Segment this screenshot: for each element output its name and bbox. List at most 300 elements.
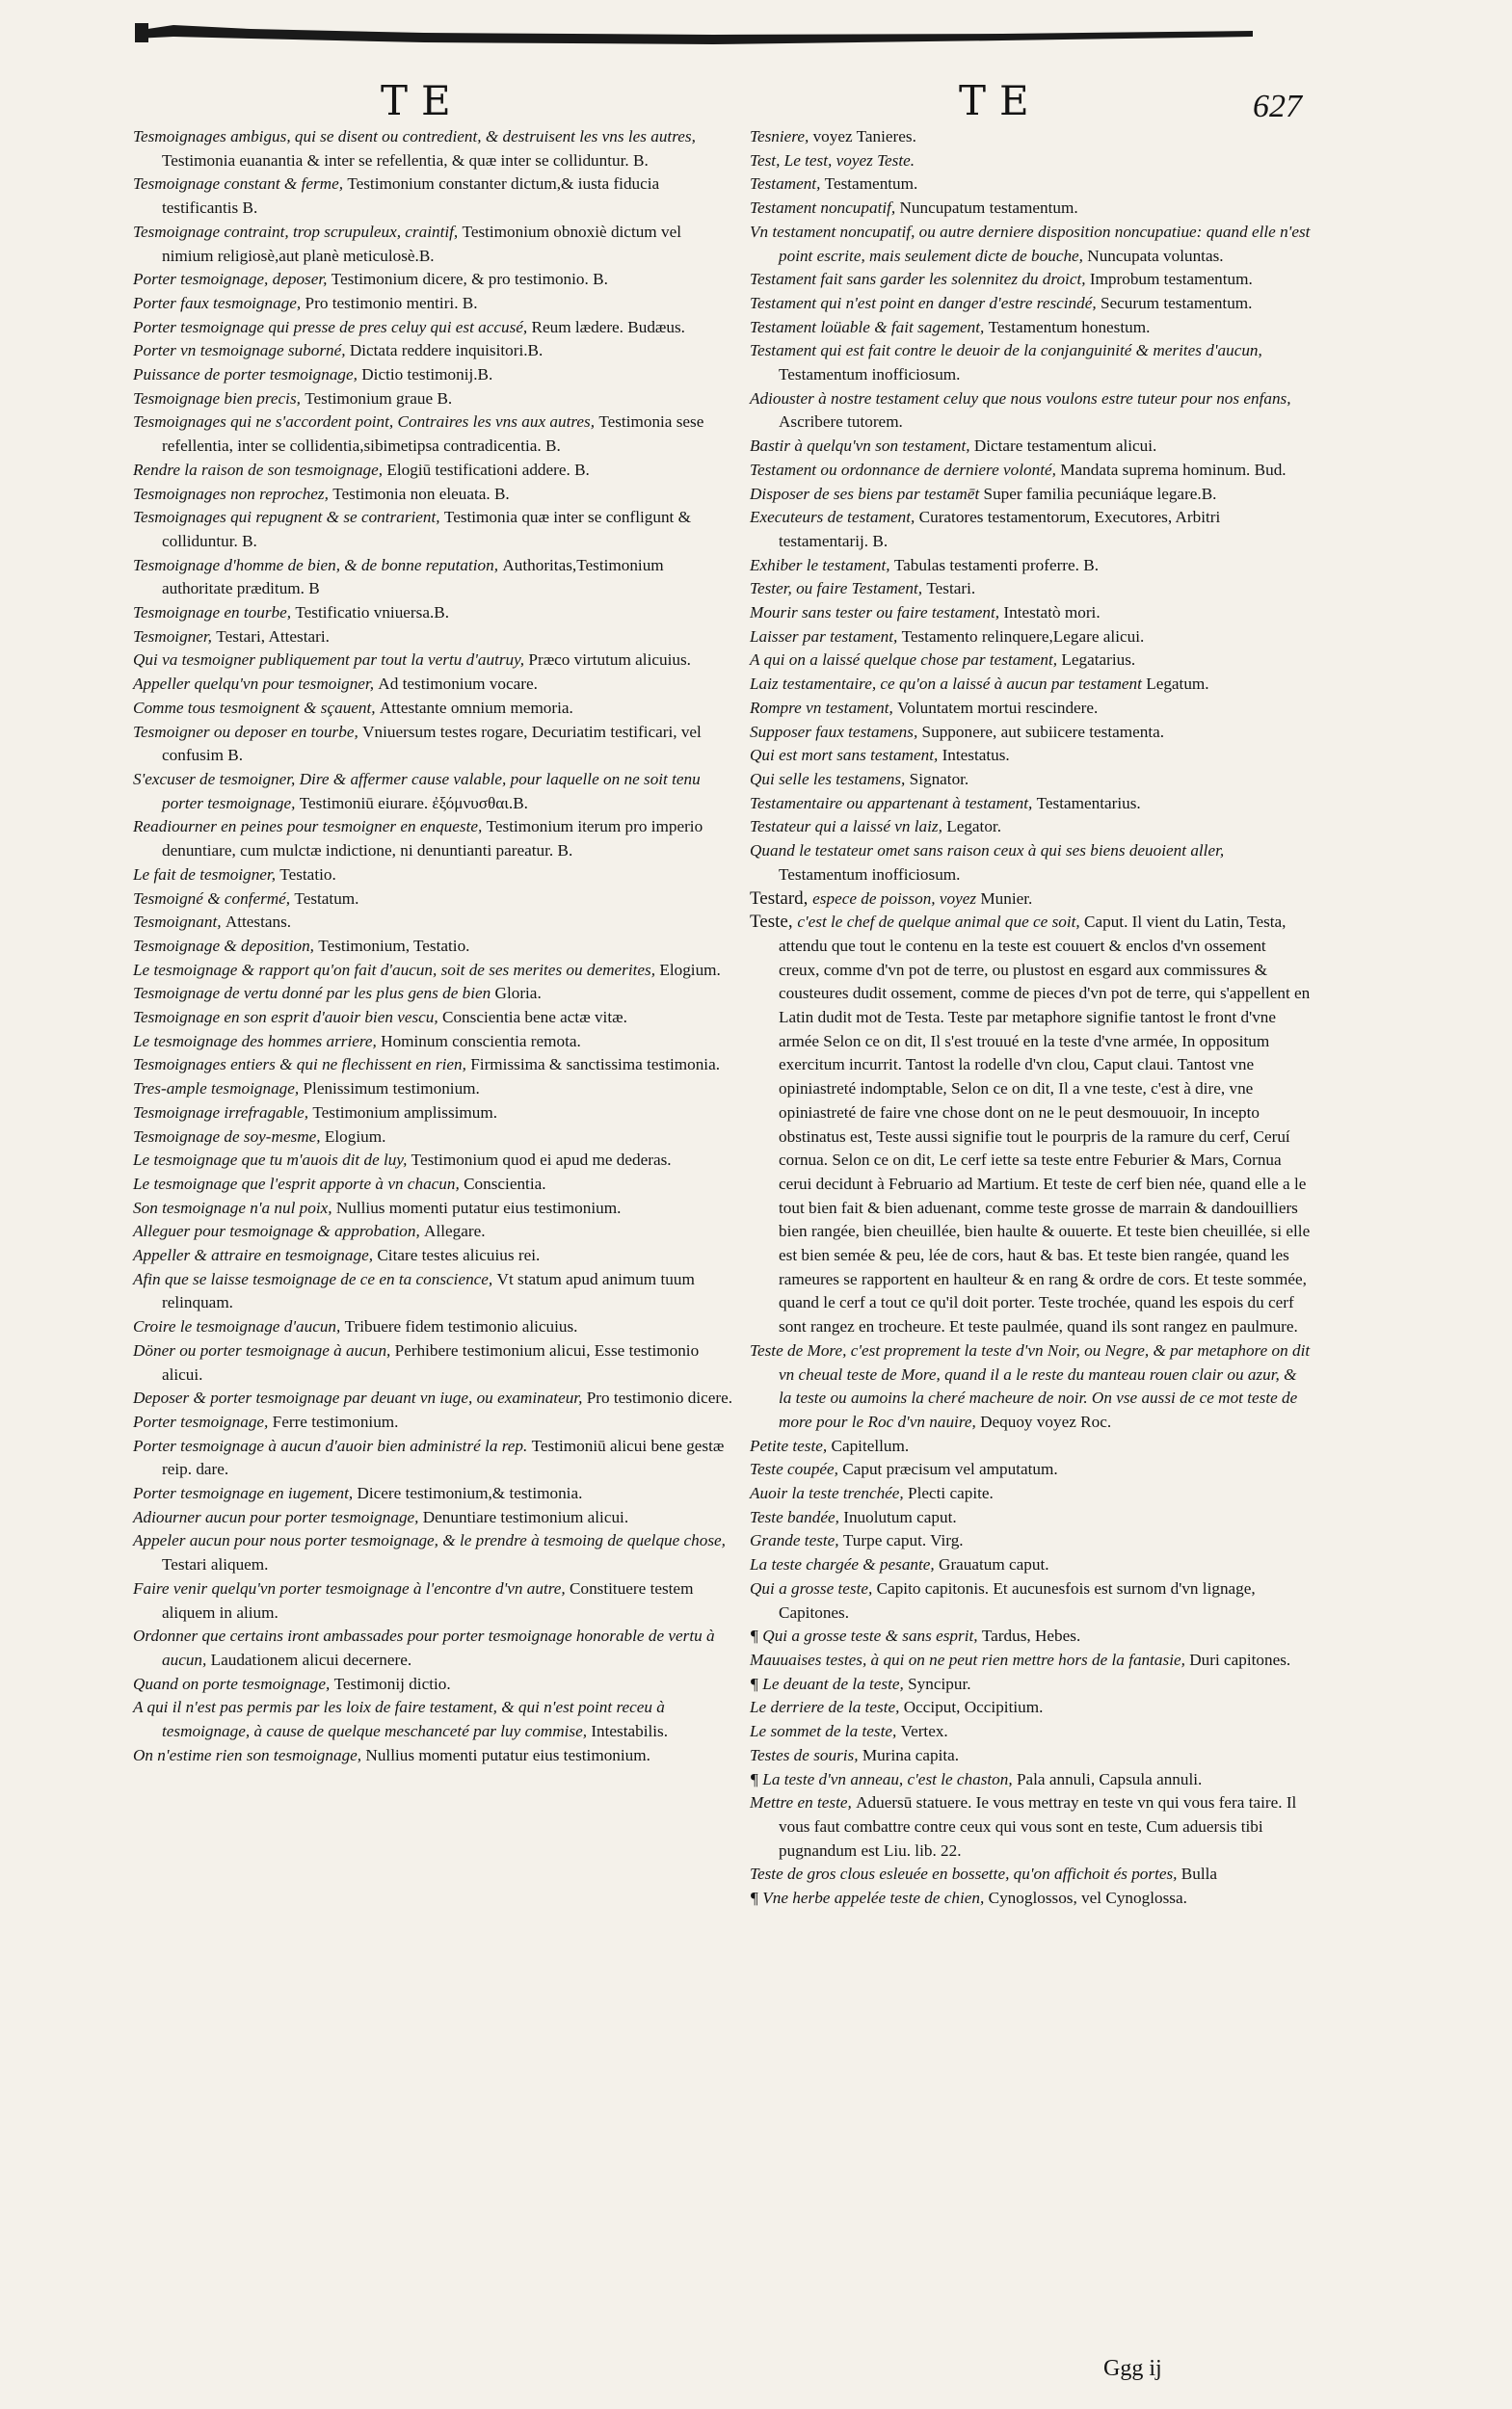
entry-french: Qui est mort sans testament,: [750, 746, 942, 765]
entry-latin: Occiput, Occipitium.: [903, 1698, 1044, 1717]
entry-latin: Testificatio vniuersa.B.: [295, 603, 450, 622]
entry-latin: Testimonium graue B.: [305, 388, 453, 408]
entry-french: Appeler aucun pour nous porter tesmoignage, & le prendre à tesmoing de quelque chose,: [133, 1531, 726, 1550]
entry-french: Teste de More, c'est proprement la teste d'vn Noir, ou Negre, & par metaphore on dit vn cheual teste de More, quand il a le reste du manteau rouen clair ou azur, & la teste ou aumoins la cheré macheure de noir. On vse aussi de ce mot teste de more pour le Roc d'vn nauire,: [750, 1340, 1311, 1431]
dictionary-entry: [750, 197, 1311, 221]
entry-french: Teste bandée,: [750, 1507, 844, 1526]
dictionary-entry: [133, 959, 732, 983]
entry-french: Le tesmoignage & rapport qu'on fait d'aucun, soit de ses merites ou demerites,: [133, 960, 660, 979]
entry-latin: Testamentarius.: [1036, 793, 1141, 812]
entry-french: Tesmoignage irrefragable,: [133, 1102, 313, 1122]
dictionary-entry: [750, 649, 1311, 673]
entry-french: Executeurs de testament,: [750, 508, 919, 527]
dictionary-entry: [133, 1529, 732, 1576]
entry-latin: Testimoniū eiurare. ἐξόμνυσθαι.B.: [299, 793, 528, 812]
entry-french: Deposer & porter tesmoignage par deuant vn iuge, ou examinateur,: [133, 1389, 587, 1408]
entry-latin: Authoritas,Testimonium authoritate præditum. B: [162, 555, 664, 598]
entry-french: Son tesmoignage n'a nul poix,: [133, 1198, 336, 1217]
entry-latin: Turpe caput. Virg.: [842, 1531, 964, 1550]
dictionary-entry: [133, 1125, 732, 1150]
entry-french: On n'estime rien son tesmoignage,: [133, 1745, 366, 1764]
entry-latin: Testari.: [926, 579, 976, 598]
entry-latin: Testimonium iterum pro imperio denuntiare, cum mulctæ indictione, ni denuntianti pareatur. B.: [162, 817, 703, 860]
dictionary-entry: [750, 1577, 1311, 1625]
entry-latin: Intestatus.: [942, 746, 1010, 765]
entry-latin: Attestans.: [225, 913, 292, 932]
entry-french: Tesmoignages ambigus, qui se disent ou contredient, & destruisent les vns les autres,: [133, 127, 696, 146]
entry-french: Comme tous tesmoignent & sçauent,: [133, 698, 380, 717]
entry-latin: Gloria.: [494, 984, 542, 1003]
dictionary-entry: [133, 292, 732, 316]
entry-french: Porter tesmoignage,: [133, 1412, 273, 1431]
entry-french: Tesmoignage d'homme de bien, & de bonne reputation,: [133, 555, 503, 574]
entry-french: Tesmoignage & deposition,: [133, 936, 319, 955]
dictionary-entry: [750, 1435, 1311, 1459]
entry-latin: Munier.: [980, 888, 1033, 908]
entry-latin: Capito capitonis. Et aucunesfois est surnom d'vn lignage, Capitones.: [779, 1578, 1256, 1622]
entry-latin: Hominum conscientia remota.: [381, 1031, 581, 1050]
entry-latin: Elogium.: [324, 1126, 386, 1146]
dictionary-entry: [750, 149, 1311, 173]
entry-latin: Super familia pecuniáque legare.B.: [983, 484, 1217, 503]
entry-latin: Testamentum inofficiosum.: [779, 365, 961, 384]
dictionary-entry: [133, 172, 732, 220]
dictionary-entry: [750, 887, 1311, 912]
dictionary-entry: [750, 387, 1311, 435]
entry-latin: Legatarius.: [1061, 650, 1136, 670]
entry-french: Porter tesmoignage qui presse de pres celuy qui est accusé,: [133, 317, 532, 336]
dictionary-entry: [133, 1220, 732, 1244]
entry-french: Porter tesmoignage, deposer,: [133, 270, 332, 289]
entry-french: Tesmoignage en tourbe,: [133, 603, 296, 622]
entry-french: Mauuaises testes, à qui on ne peut rien mettre hors de la fantasie,: [750, 1651, 1190, 1669]
dictionary-entry: [750, 1673, 1311, 1697]
entry-latin: Improbum testamentum.: [1089, 270, 1253, 289]
entry-french: Qui a grosse teste,: [750, 1578, 877, 1598]
dictionary-entry: [750, 1529, 1311, 1553]
dictionary-entry: [133, 221, 732, 268]
entry-latin: Murina capita.: [862, 1745, 960, 1764]
entry-headword: Testard,: [750, 887, 813, 909]
entry-french: Testament fait sans garder les solennitez du droict,: [750, 270, 1090, 289]
entry-french: Tesmoignages qui repugnent & se contrarient,: [133, 508, 444, 527]
dictionary-entry: [750, 1339, 1311, 1435]
entry-latin: Dictata reddere inquisitori.B.: [349, 341, 544, 360]
dictionary-entry: [133, 1077, 732, 1101]
entry-french: Disposer de ses biens par testamēt: [750, 484, 984, 503]
entry-french: Tres-ample tesmoignage,: [133, 1079, 304, 1099]
entry-french: Porter vn tesmoignage suborné,: [133, 341, 350, 360]
entry-latin: Ad testimonium vocare.: [378, 675, 538, 694]
entry-french: Qui va tesmoigner publiquement par tout la vertu d'autruy,: [133, 650, 529, 670]
dictionary-entry: [133, 1387, 732, 1411]
entry-french: Bastir à quelqu'vn son testament,: [750, 437, 974, 456]
entry-french: ¶ Qui a grosse teste & sans esprit,: [750, 1627, 982, 1646]
entry-french: La teste chargée & pesante,: [750, 1555, 940, 1575]
dictionary-entry: [133, 1006, 732, 1030]
dictionary-entry: [750, 792, 1311, 816]
dictionary-entry: [750, 506, 1311, 553]
dictionary-entry: [133, 1197, 732, 1221]
dictionary-entry: [133, 387, 732, 411]
entry-latin: Supponere, aut subiicere testamenta.: [921, 722, 1165, 741]
entry-french: Quand le testateur omet sans raison ceux à qui ses biens deuoient aller,: [750, 841, 1225, 860]
entry-latin: Vt statum apud animum tuum relinquam.: [162, 1269, 695, 1312]
entry-latin: Intestatò mori.: [1003, 603, 1101, 622]
entry-latin: Firmissima & sanctissima testimonia.: [470, 1055, 721, 1074]
entry-latin: Testamentum.: [824, 174, 918, 194]
entry-french: A qui il n'est pas permis par les loix de faire testament, & qui n'est point receu à tesmoignage, à cause de quelque meschanceté par luy commise,: [133, 1698, 665, 1741]
dictionary-entry: [750, 339, 1311, 386]
entry-french: Tesmoignages entiers & qui ne flechissent en rien,: [133, 1055, 471, 1074]
entry-latin: Attestante omnium memoria.: [379, 698, 573, 717]
dictionary-entry: [133, 1411, 732, 1435]
entry-french: Tesmoigner ou deposer en tourbe,: [133, 722, 363, 741]
entry-french: Tesmoignage contraint, trop scrupuleux, craintif,: [133, 222, 463, 241]
entry-french: Tesmoignage de soy-mesme,: [133, 1126, 325, 1146]
entry-latin: Tabulas testamenti proferre. B.: [893, 555, 1100, 574]
entry-french: c'est le chef de quelque animal que ce soit,: [797, 913, 1085, 932]
entry-latin: Pro testimonio mentiri. B.: [305, 293, 478, 312]
entry-latin: Constituere testem aliquem in alium.: [162, 1578, 694, 1622]
entry-french: Tesniere,: [750, 127, 813, 146]
entry-french: Vn testament noncupatif, ou autre derniere disposition noncupatiue: quand elle n'est point escrite, mais seulement dicte de bouche,: [750, 222, 1311, 265]
entry-french: Le sommet de la teste,: [750, 1722, 901, 1741]
dictionary-entry: [750, 577, 1311, 601]
entry-latin: Mandata suprema hominum. Bud.: [1060, 460, 1287, 479]
dictionary-entry: [750, 1696, 1311, 1720]
dictionary-entry: [750, 483, 1311, 507]
dictionary-entry: [750, 721, 1311, 745]
entry-latin: Dictare testamentum alicui.: [973, 437, 1157, 456]
entry-french: Tesmoigné & confermé,: [133, 888, 295, 908]
dictionary-entry: [750, 1791, 1311, 1863]
dictionary-entry: [133, 887, 732, 912]
dictionary-entry: [133, 1673, 732, 1697]
entry-latin: Legator.: [946, 817, 1001, 836]
entry-french: A qui on a laissé quelque chose par testament,: [750, 650, 1062, 670]
entry-french: Laiz testamentaire, ce qu'on a laissé à aucun par testament: [750, 675, 1147, 694]
dictionary-entry: [133, 1173, 732, 1197]
dictionary-entry: [750, 292, 1311, 316]
entry-french: Mettre en teste,: [750, 1793, 857, 1813]
dictionary-entry: [750, 1553, 1311, 1577]
entry-latin: Testimonium quod ei apud me dederas.: [411, 1151, 672, 1170]
entry-french: Tesmoignages qui ne s'accordent point, Contraires les vns aux autres,: [133, 412, 599, 432]
dictionary-entry: [133, 935, 732, 959]
entry-french: Le fait de tesmoigner,: [133, 864, 280, 884]
dictionary-entry: [133, 815, 732, 862]
entry-latin: Testimonium, Testatio.: [318, 936, 470, 955]
entry-french: Alleguer pour tesmoignage & approbation,: [133, 1222, 425, 1241]
entry-latin: Laudationem alicui decernere.: [210, 1651, 412, 1669]
entry-french: Faire venir quelqu'vn porter tesmoignage à l'encontre d'vn autre,: [133, 1578, 570, 1598]
entry-french: espece de poisson, voyez: [812, 888, 981, 908]
entry-french: Quand on porte tesmoignage,: [133, 1674, 334, 1693]
dictionary-entry: [750, 1863, 1311, 1887]
entry-french: Testateur qui a laissé vn laiz,: [750, 817, 947, 836]
dictionary-entry: [750, 839, 1311, 887]
entry-latin: Testari, Attestari.: [216, 626, 330, 646]
entry-latin: voyez Tanieres.: [812, 127, 916, 146]
entry-latin: Grauatum caput.: [939, 1555, 1049, 1575]
entry-french: Testament,: [750, 174, 825, 194]
entry-latin: Testimonium obnoxiè dictum vel nimium religiosè,aut planè meticulosè.B.: [162, 222, 681, 265]
dictionary-entry: [133, 268, 732, 292]
dictionary-entry: [133, 1482, 732, 1506]
entry-french: Tesmoignant,: [133, 913, 225, 932]
entry-french: Rompre vn testament,: [750, 698, 898, 717]
entry-latin: Testimonia quæ inter se confligunt & colliduntur. B.: [162, 508, 691, 550]
dictionary-entry: [133, 1030, 732, 1054]
dictionary-entry: [133, 339, 732, 363]
dictionary-entry: [750, 1458, 1311, 1482]
dictionary-entry: [750, 554, 1311, 578]
dictionary-entry: [750, 1768, 1311, 1792]
entry-latin: Pro testimonio dicere.: [586, 1389, 733, 1408]
entry-latin: Plenissimum testimonium.: [303, 1079, 480, 1099]
dictionary-entry: [133, 554, 732, 601]
dictionary-entry: [133, 721, 732, 768]
dictionary-entry: [750, 1625, 1311, 1649]
entry-latin: Elogiū testificationi addere. B.: [386, 460, 590, 479]
dictionary-entry: [750, 1506, 1311, 1530]
dictionary-entry: [750, 221, 1311, 268]
entry-latin: Securum testamentum.: [1100, 293, 1253, 312]
entry-latin: Dictio testimonij.B.: [361, 365, 493, 384]
dictionary-entry: [133, 982, 732, 1006]
dictionary-entry: [133, 1268, 732, 1315]
dictionary-entry: [133, 1149, 732, 1173]
dictionary-entry: [750, 172, 1311, 197]
entry-latin: Voluntatem mortui rescindere.: [897, 698, 1099, 717]
entry-latin: Nuncupata voluntas.: [1087, 246, 1224, 265]
entry-french: Testament noncupatif,: [750, 199, 900, 218]
entry-latin: Testimonij dictio.: [333, 1674, 451, 1693]
entry-french: Tesmoignage en son esprit d'auoir bien vescu,: [133, 1008, 442, 1027]
entry-french: Appeller & attraire en tesmoignage,: [133, 1246, 378, 1265]
entry-french: Testes de souris,: [750, 1745, 862, 1764]
entry-latin: Capitellum.: [831, 1436, 910, 1455]
dictionary-entry: [133, 1696, 732, 1743]
entry-french: Testament ou ordonnance de derniere volonté,: [750, 460, 1061, 479]
dictionary-entry: [133, 863, 732, 887]
entry-french: Laisser par testament,: [750, 626, 902, 646]
entry-french: Auoir la teste trenchée,: [750, 1484, 909, 1503]
entry-latin: Allegare.: [424, 1222, 486, 1241]
entry-latin: Caput præcisum vel amputatum.: [842, 1460, 1058, 1479]
entry-latin: Tardus, Hebes.: [981, 1627, 1081, 1646]
dictionary-entry: [133, 649, 732, 673]
entry-latin: Testamento relinquere,Legare alicui.: [901, 626, 1145, 646]
dictionary-entry: [133, 483, 732, 507]
dictionary-entry: [133, 697, 732, 721]
dictionary-entry: [133, 1244, 732, 1268]
dictionary-entry: [133, 459, 732, 483]
dictionary-entry: [133, 1053, 732, 1077]
entry-latin: Aduersū statuere. Ie vous mettray en teste vn qui vous fera taire. Il vous faut combattre contre ceux qui vous sont en teste, Cum aduersis tibi pugnandum est Liu. lib. 22.: [779, 1793, 1297, 1860]
entry-french: Adiourner aucun pour porter tesmoignage,: [133, 1507, 423, 1526]
entry-latin: Nullius momenti putatur eius testimonium.: [365, 1745, 650, 1764]
dictionary-entry: [133, 316, 732, 340]
dictionary-entry: [750, 697, 1311, 721]
dictionary-entry: [133, 506, 732, 553]
entry-french: Teste coupée,: [750, 1460, 843, 1479]
entry-latin: Duri capitones.: [1189, 1651, 1291, 1669]
dictionary-entry: [750, 1744, 1311, 1768]
running-head-left: TE: [381, 77, 464, 124]
entry-french: Readiourner en peines pour tesmoigner en enqueste,: [133, 817, 487, 836]
left-column: [133, 125, 732, 1768]
right-column: [750, 125, 1311, 1911]
entry-french: Teste de gros clous esleuée en bossette, qu'on affichoit és portes,: [750, 1865, 1181, 1884]
entry-latin: Testimonia non eleuata. B.: [332, 484, 510, 503]
entry-french: Qui selle les testamens,: [750, 769, 910, 788]
dictionary-entry: [133, 1101, 732, 1125]
entry-latin: Testimoniū alicui bene gestæ reip. dare.: [162, 1436, 725, 1479]
entry-french: Tesmoignage de vertu donné par les plus gens de bien: [133, 984, 495, 1003]
entry-french: Le tesmoignage que l'esprit apporte à vn chacun,: [133, 1174, 464, 1193]
entry-french: Tester, ou faire Testament,: [750, 579, 927, 598]
entry-latin: Ferre testimonium.: [272, 1412, 399, 1431]
entry-latin: Testimonia euanantia & inter se refellentia, & quæ inter se colliduntur. B.: [162, 150, 649, 170]
dictionary-entry: [750, 625, 1311, 649]
entry-french: Puissance de porter tesmoignage,: [133, 365, 362, 384]
dictionary-entry: [133, 125, 732, 172]
entry-latin: Præco virtutum alicuius.: [528, 650, 691, 670]
entry-french: Testament loüable & fait sagement,: [750, 317, 989, 336]
entry-french: Supposer faux testamens,: [750, 722, 922, 741]
entry-french: Adiouster à nostre testament celuy que nous voulons estre tuteur pour nos enfans,: [750, 388, 1291, 408]
top-ornament-rule: [135, 17, 1253, 56]
entry-french: Appeller quelqu'vn pour tesmoigner,: [133, 675, 379, 694]
signature-mark: Ggg ij: [1103, 2356, 1162, 2381]
entry-latin: Testatio.: [279, 864, 336, 884]
entry-french: S'excuser de tesmoigner, Dire & affermer cause valable, pour laquelle on ne soit tenu porter tesmoignage,: [133, 769, 701, 812]
dictionary-entry: [133, 363, 732, 387]
dictionary-entry: [133, 1315, 732, 1339]
entry-french: Tesmoignage bien precis,: [133, 388, 305, 408]
entry-latin: Signator.: [909, 769, 969, 788]
entry-latin: Plecti capite.: [908, 1484, 994, 1503]
entry-french: Testament qui est fait contre le deuoir de la conjanguinité & merites d'aucun,: [750, 341, 1262, 360]
entry-latin: Testimonium constanter dictum,& iusta fiducia testificantis B.: [162, 174, 660, 218]
entry-french: Tesmoignage constant & ferme,: [133, 174, 348, 194]
entry-french: Croire le tesmoignage d'aucun,: [133, 1317, 345, 1337]
dictionary-entry: [133, 911, 732, 935]
dictionary-entry: [750, 125, 1311, 149]
entry-latin: Conscientia bene actæ vitæ.: [441, 1008, 627, 1027]
dictionary-entry: [133, 1506, 732, 1530]
entry-french: Afin que se laisse tesmoignage de ce en ta conscience,: [133, 1269, 497, 1288]
dictionary-entry: [750, 1482, 1311, 1506]
entry-latin: Curatores testamentorum, Executores, Arbitri testamentarij. B.: [779, 508, 1221, 550]
dictionary-entry: [750, 1720, 1311, 1744]
entry-latin: Testamentum inofficiosum.: [779, 864, 961, 884]
entry-latin: Nuncupatum testamentum.: [899, 199, 1078, 218]
entry-latin: Testari aliquem.: [162, 1555, 269, 1575]
dictionary-entry: [133, 1625, 732, 1672]
dictionary-entry: [133, 1339, 732, 1387]
dictionary-entry: [750, 1649, 1311, 1673]
dictionary-entry: [750, 673, 1311, 697]
entry-french: Le tesmoignage que tu m'auois dit de luy,: [133, 1151, 411, 1170]
dictionary-entry: [750, 435, 1311, 459]
entry-latin: Vniuersum testes rogare, Decuriatim testificari, vel confusim B.: [162, 722, 702, 765]
page-number: 627: [1253, 89, 1302, 124]
entry-french: ¶ Vne herbe appelée teste de chien,: [750, 1889, 989, 1908]
dictionary-entry: [133, 768, 732, 815]
entry-latin: Reum lædere. Budæus.: [531, 317, 685, 336]
entry-latin: Ascribere tutorem.: [779, 412, 903, 432]
dictionary-entry: [750, 1887, 1311, 1911]
entry-french: Ordonner que certains iront ambassades pour porter tesmoignage honorable de vertu à aucun,: [133, 1627, 715, 1669]
entry-french: Mourir sans tester ou faire testament,: [750, 603, 1004, 622]
dictionary-entry: [133, 410, 732, 458]
running-head-right: TE: [959, 77, 1043, 124]
entry-latin: Syncipur.: [908, 1674, 971, 1693]
entry-french: Le derriere de la teste,: [750, 1698, 904, 1717]
dictionary-entry: [133, 601, 732, 625]
dictionary-entry: [750, 744, 1311, 768]
entry-french: Porter tesmoignage à aucun d'auoir bien administré la rep.: [133, 1436, 532, 1455]
entry-latin: Intestabilis.: [591, 1722, 669, 1741]
entry-headword: Teste,: [750, 912, 798, 933]
entry-french: Testament qui n'est point en danger d'estre rescindé,: [750, 293, 1101, 312]
entry-french: Exhiber le testament,: [750, 555, 894, 574]
entry-french: Rendre la raison de son tesmoignage,: [133, 460, 387, 479]
entry-latin: Bulla: [1180, 1865, 1218, 1884]
entry-french: Grande teste,: [750, 1531, 843, 1550]
entry-french: Döner ou porter tesmoignage à aucun,: [133, 1340, 395, 1360]
dictionary-entry: [750, 768, 1311, 792]
entry-latin: Testimonia sese refellentia, inter se collidentia,sibimetipsa contradicentia. B.: [162, 412, 704, 456]
entry-latin: Inuolutum caput.: [843, 1507, 957, 1526]
dictionary-entry: [133, 673, 732, 697]
entry-latin: Caput. Il vient du Latin, Testa, attendu que tout le contenu en la teste est couuert & enclos d'vn ossement creux, comme d'vn pot de terre, ou plustost en esgard aux commissures & cousteures dudit ossement, comme de pieces d'vn pot de terre, qui s'appellent en Latin dudit mot de Testa. Teste par metaphore signifie tantost le front d'vne armée Selon ce on dit, Il s'est trouué en la teste d'vne armée, In oppositum exercitum incurrit. Tantost la rodelle d'vn clou, Caput claui. Tantost vne opiniastreté indomptable, Selon ce on dit, Il a vne teste, c'est à dire, vne opiniastreté de faire vne chose dont on ne le peut desmouuoir, In incepto obstinatus est, Teste aussi signifie tout le pourpris de la ramure du cerf, Ceruí cornua. Selon ce on dit, Le cerf iette sa teste entre Feburier & Mars, Cornua cerui decidunt à Februario ad Martium. Et teste de cerf bien née, quand elle a le tout bien fait & bien aduenant, comme teste grosse de marrain & dandouilliers bien rangée, bien cheuillée, bien haulte & ouuerte. Et teste bien cheuillée, si elle est bien semée & peu, lée de cors, haut & bas. Et teste bien rangée, quand les rameures se rapportent en haulteur & en rang & ordre de cors. Et teste sommée, quand le cerf a tout ce qu'il doit porter. Teste trochée, quand les espois du cerf sont rangez en trocheure. Et teste paulmée, quand ils sont rangez en paulmure.: [779, 913, 1311, 1337]
entry-latin: Citare testes alicuius rei.: [377, 1246, 541, 1265]
entry-french: Petite teste,: [750, 1436, 832, 1455]
entry-latin: Testatum.: [294, 888, 359, 908]
dictionary-entry: [133, 625, 732, 649]
entry-latin: Testimonium amplissimum.: [312, 1102, 498, 1122]
entry-latin: Tribuere fidem testimonio alicuius.: [344, 1317, 578, 1337]
entry-french: Tesmoigner,: [133, 626, 217, 646]
entry-latin: Elogium.: [659, 960, 721, 979]
entry-french: Tesmoignages non reprochez,: [133, 484, 333, 503]
entry-latin: Cynoglossos, vel Cynoglossa.: [988, 1889, 1187, 1908]
entry-latin: Vertex.: [900, 1722, 948, 1741]
entry-latin: Perhibere testimonium alicui, Esse testimonio alicui.: [162, 1340, 700, 1384]
dictionary-entry: [750, 815, 1311, 839]
entry-french: Testamentaire ou appartenant à testament,: [750, 793, 1037, 812]
entry-latin: Dequoy voyez Roc.: [980, 1412, 1112, 1431]
dictionary-entry: [133, 1577, 732, 1625]
entry-french: Porter tesmoignage en iugement,: [133, 1484, 358, 1503]
entry-latin: Conscientia.: [464, 1174, 546, 1193]
entry-french: Test, Le test, voyez Teste.: [750, 150, 915, 170]
entry-latin: Testimonium dicere, & pro testimonio. B.: [331, 270, 608, 289]
entry-latin: Testamentum honestum.: [988, 317, 1151, 336]
dictionary-entry: [133, 1744, 732, 1768]
dictionary-entry: [750, 316, 1311, 340]
entry-latin: Denuntiare testimonium alicui.: [422, 1507, 629, 1526]
entry-latin: Pala annuli, Capsula annuli.: [1016, 1769, 1203, 1788]
dictionary-entry: [750, 459, 1311, 483]
entry-latin: Dicere testimonium,& testimonia.: [357, 1484, 583, 1503]
entry-french: Le tesmoignage des hommes arriere,: [133, 1031, 382, 1050]
entry-french: ¶ La teste d'vn anneau, c'est le chaston,: [750, 1769, 1017, 1788]
